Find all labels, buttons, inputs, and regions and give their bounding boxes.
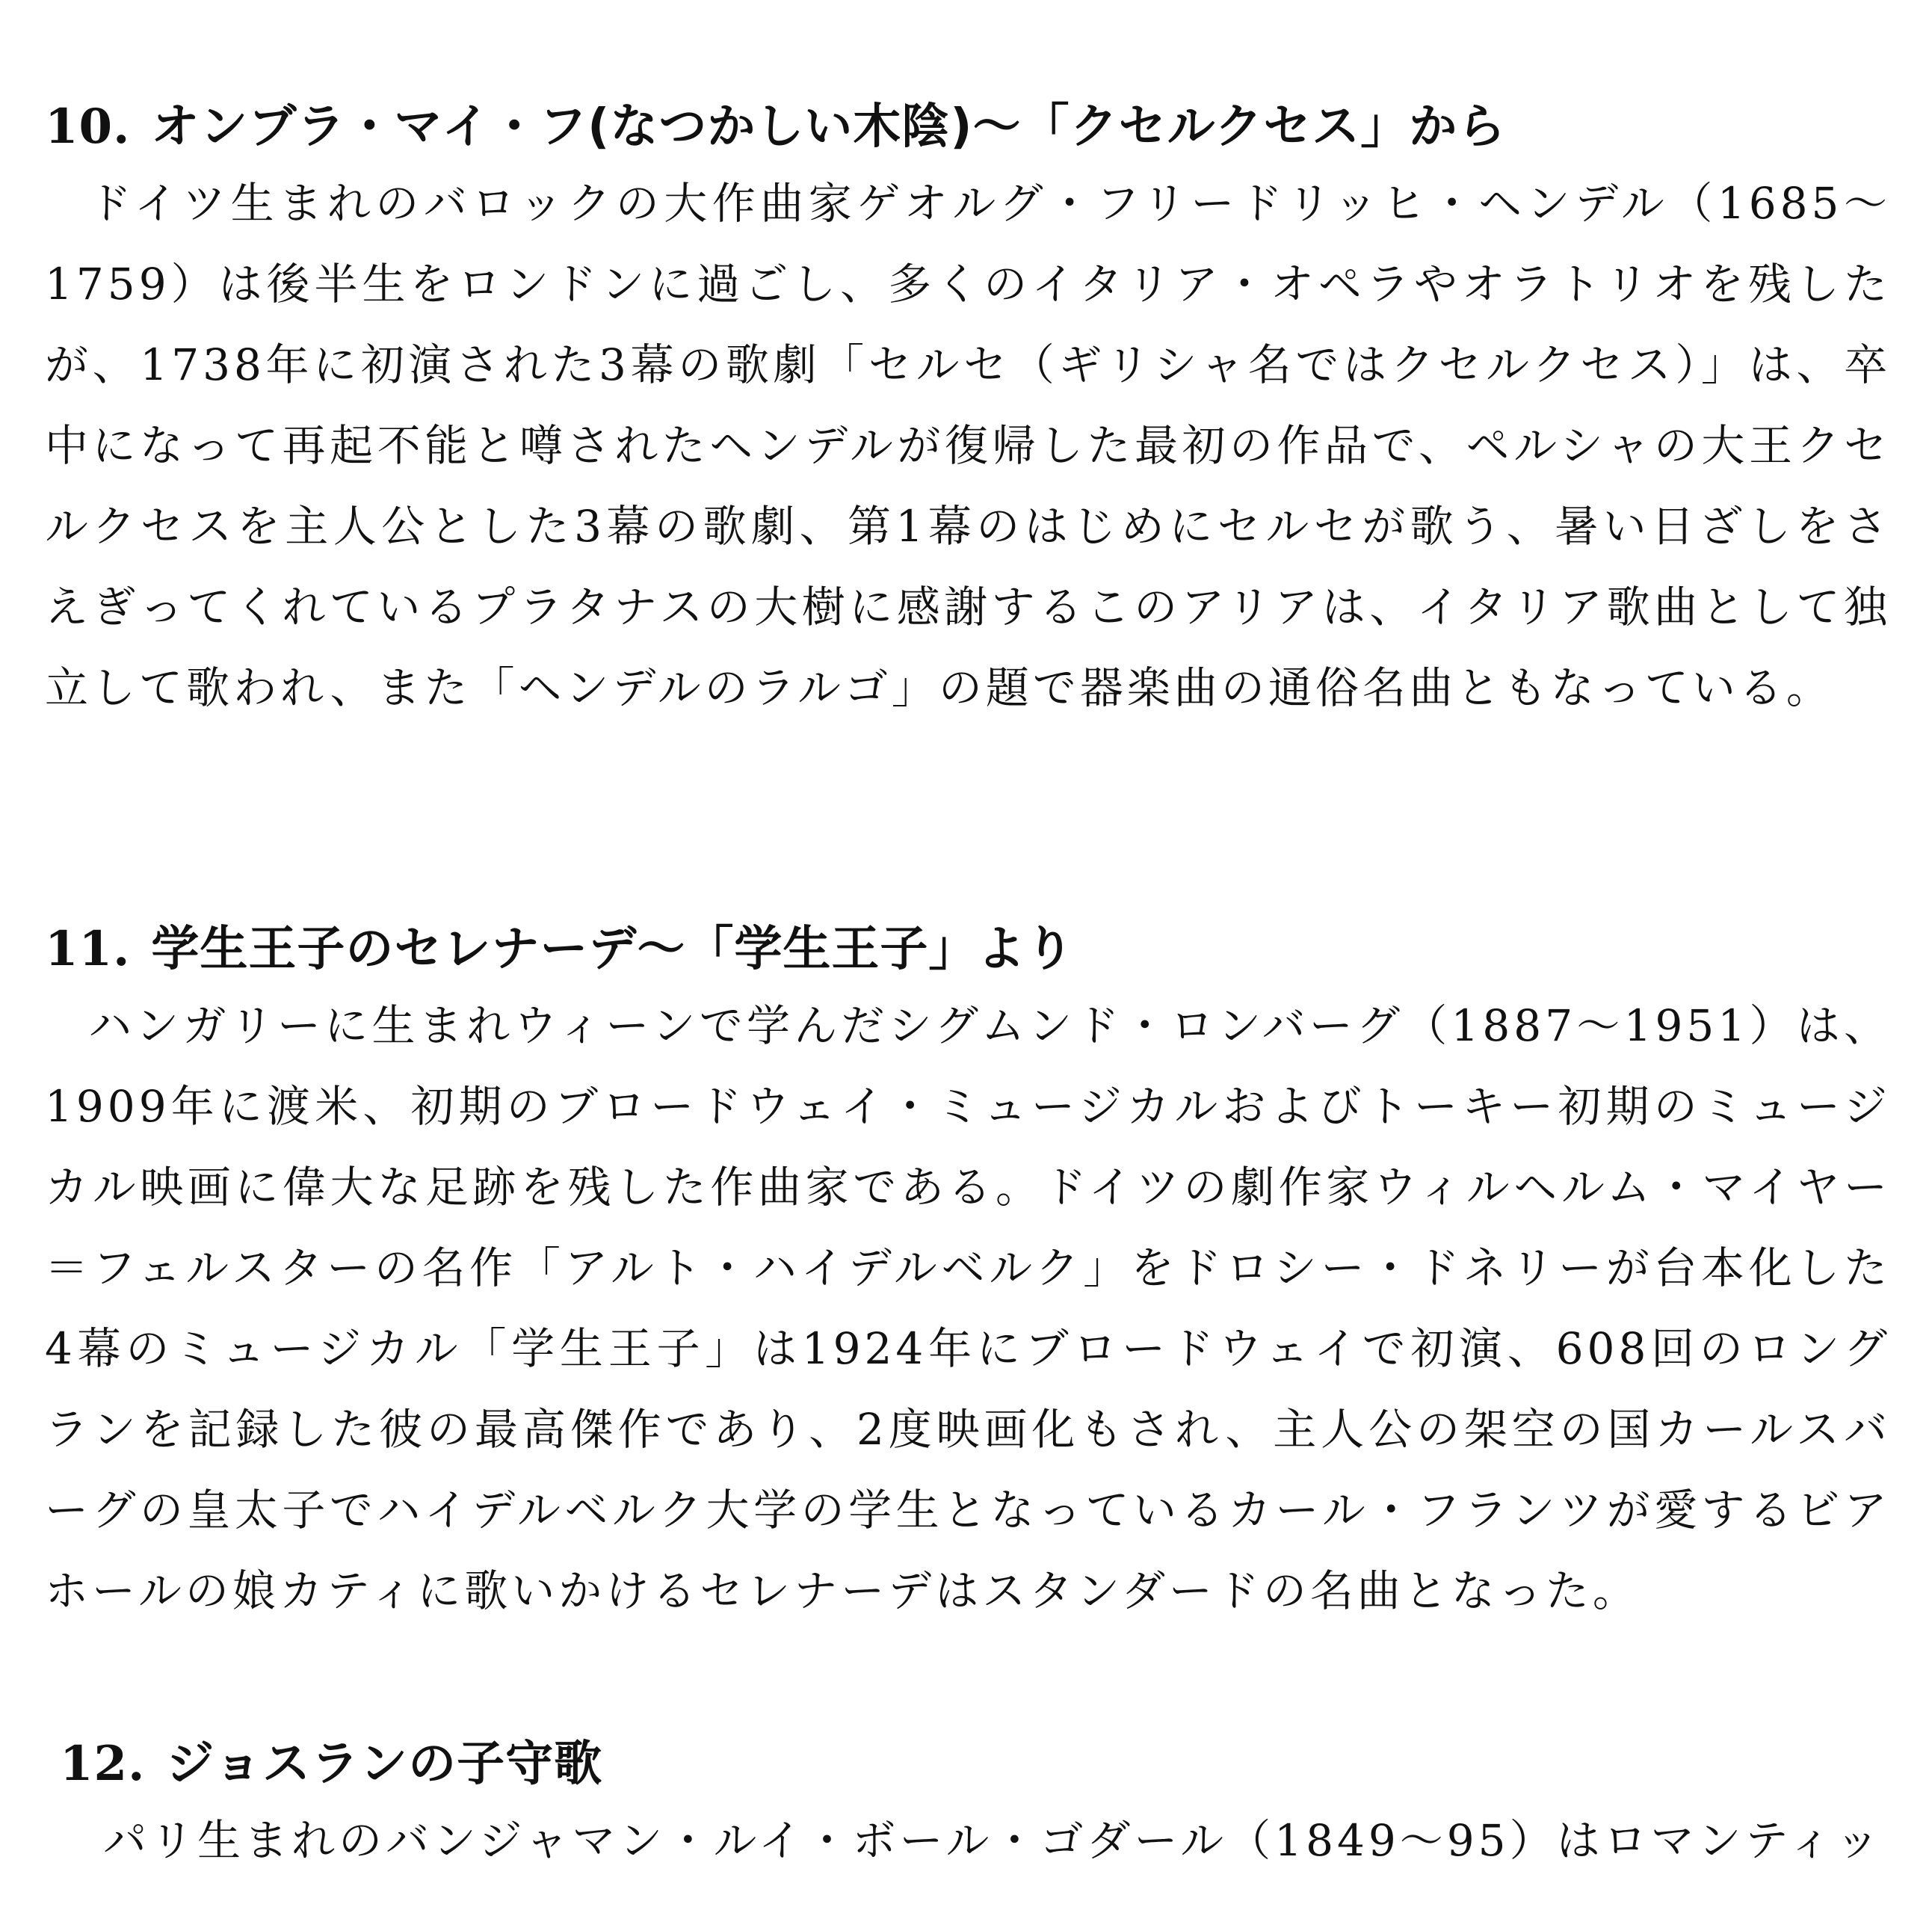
section-12 (60, 1734, 1906, 1881)
section-11 (45, 920, 1891, 1631)
section-body: ドイツ生まれのバロックの大作曲家ゲオルグ・フリードリッヒ・ヘンデル（1685〜1759）は後半生をロンドンに過ごし、多くのイタリア・オペラやオラトリオを残したが、1738年に初演された3幕の歌劇「セルセ（ギリシャ名ではクセルクセス）」は、卒中になって再起不能と噂されたヘンデルが復帰した最初の作品で、ペルシャの大王クセルクセスを主人公とした3幕の歌劇、第1幕のはじめにセルセが歌う、暑い日ざしをさえぎってくれているプラタナスの大樹に感謝するこのアリアは、イタリア歌曲として独立して歌われ、また「ヘンデルのラルゴ」の題で器楽曲の通俗名曲ともなっている。 (45, 178, 1891, 713)
section-title: ジョスランの子守歌 (166, 1737, 603, 1792)
section-heading (45, 97, 1891, 157)
section-body: ハンガリーに生まれウィーンで学んだシグムンド・ロンバーグ（1887〜1951）は、1909年に渡米、初期のブロードウェイ・ミュージカルおよびトーキー初期のミュージカル映画に偉大な足跡を残した作曲家である。ドイツの劇作家ウィルヘルム・マイヤー＝フェルスターの名作「アルト・ハイデルベルク」をドロシー・ドネリーが台本化した4幕のミュージカル「学生王子」は1924年にブロードウェイで初演、608回のロングランを記録した彼の最高傑作であり、2度映画化もされ、主人公の架空の国カールスバーグの皇太子でハイデルベルク大学の学生となっているカール・フランツが愛するビアホールの娘カティに歌いかけるセレナーデはスタンダードの名曲となった。 (45, 1000, 1891, 1616)
section-number: 10. (45, 99, 131, 155)
section-10 (45, 97, 1891, 728)
section-body: パリ生まれのバンジャマン・ルイ・ボール・ゴダール（1849〜95）はロマンティッ (103, 1815, 1883, 1866)
section-heading (60, 1734, 1906, 1794)
section-number: 12. (60, 1736, 146, 1792)
section-heading (45, 920, 1891, 979)
section-title: オンブラ・マイ・フ(なつかしい木陰)〜「クセルクセス」から (151, 99, 1507, 155)
section-title: 学生王子のセレナーデ〜「学生王子」より (151, 922, 1075, 977)
section-number: 11. (45, 921, 131, 977)
